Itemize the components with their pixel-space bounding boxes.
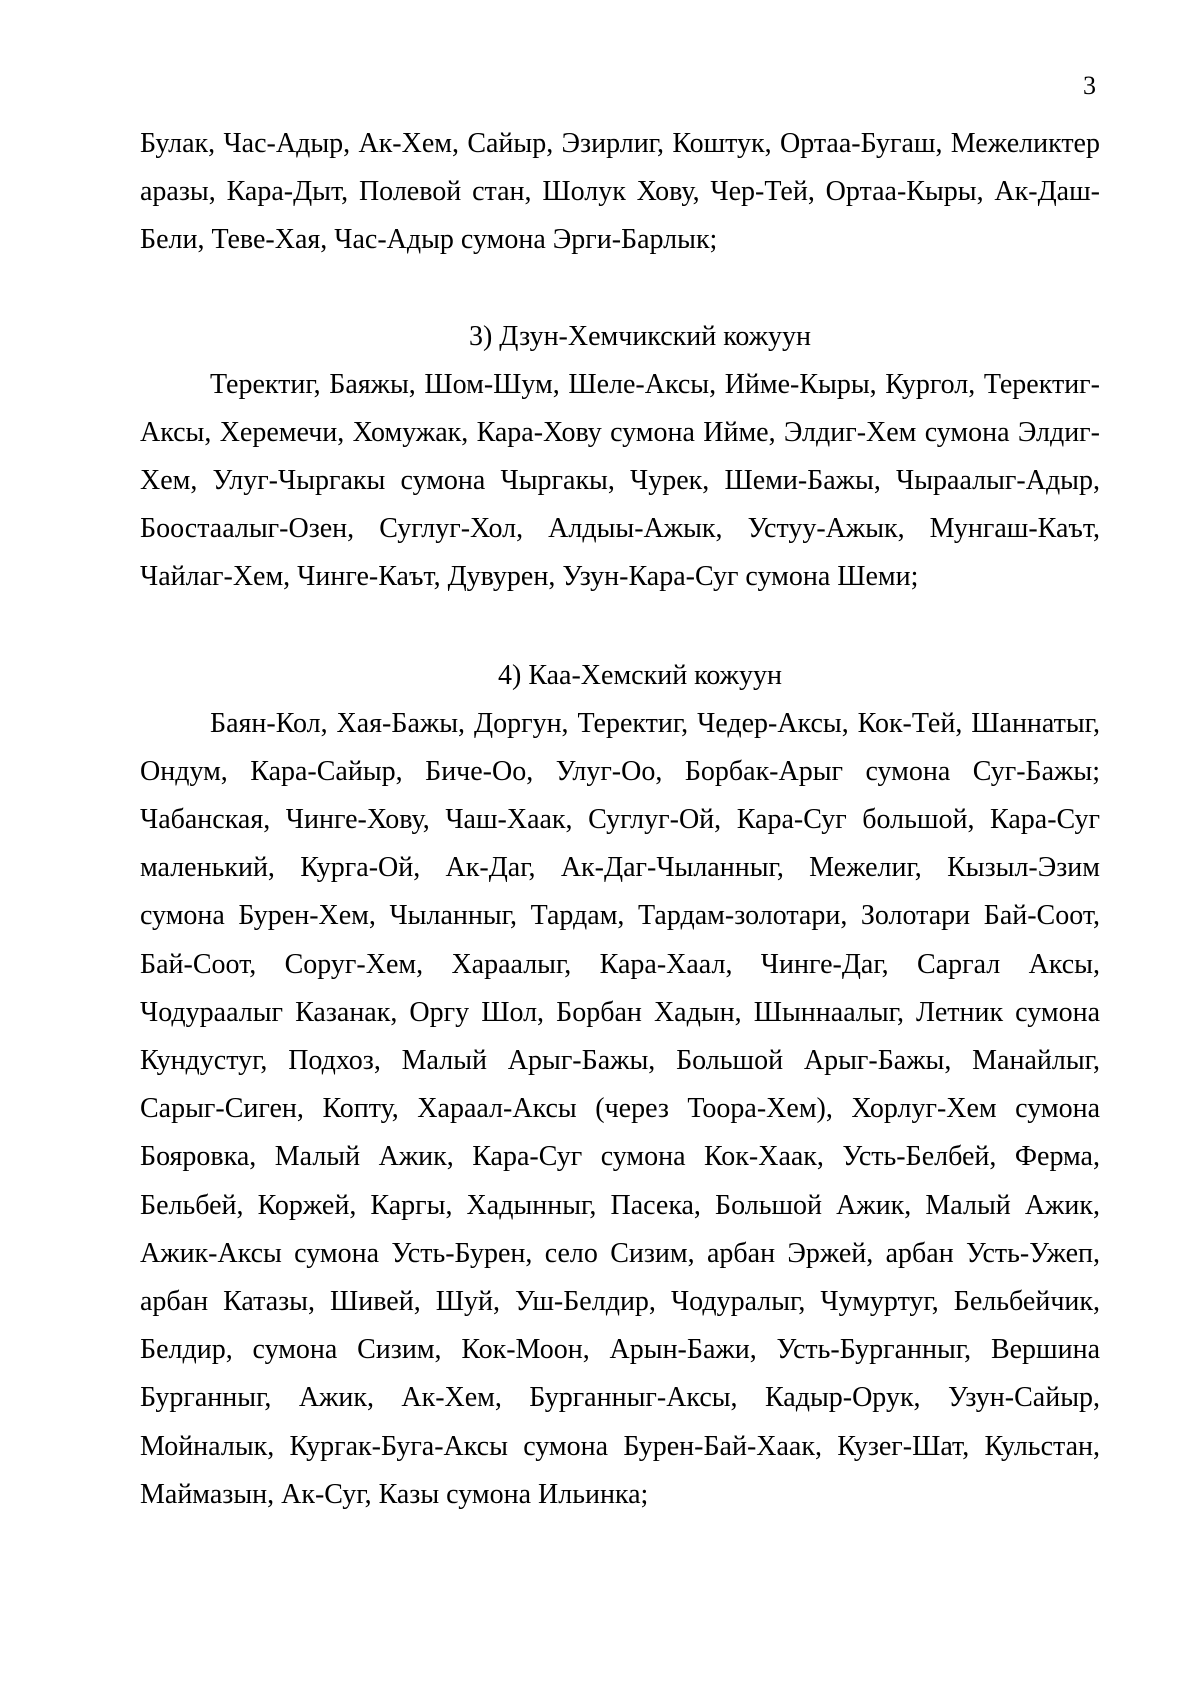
section-paragraph: Баян-Кол, Хая-Бажы, Доргун, Теректиг, Чедер-Аксы, Кок-Тей, Шаннатыг, Ондум, Кара-Сайыр, Биче-Оо, Улуг-Оо, Борбак-Арыг сумона Суг-Бажы; Чабанская, Чинге-Хову, Чаш-Хаак, Суглуг-Ой, Кара-Суг большой, Кара-Суг маленький, Курга-Ой, Ак-Даг, Ак-Даг-Чыланныг, Межелиг, Кызыл-Эзим сумона Бурен-Хем, Чыланныг, Тардам, Тардам-золотари, Золотари Бай-Соот, Бай-Соот, Соруг-Хем, Хараалыг, Кара-Хаал, Чинге-Даг, Саргал Аксы, Чодураалыг Казанак, Оргу Шол, Борбан Хадын, Шыннаалыг, Летник сумона Кундустуг, Подхоз, Малый Арыг-Бажы, Большой Арыг-Бажы, Манайлыг, Сарыг-Сиген, Копту, Хараал-Аксы (через Тоора-Хем), Хорлуг-Хем сумона Бояровка, Малый Ажик, Кара-Суг сумона Кок-Хаак, Усть-Белбей, Ферма, Бельбей, Коржей, Каргы, Хадынныг, Пасека, Большой Ажик, Малый Ажик, Ажик-Аксы сумона Усть-Бурен, село Сизим, арбан Эржей, арбан Усть-Ужеп, арбан Катазы, Шивей, Шуй, Уш-Белдир, Чодуралыг, Чумуртуг, Бельбейчик, Белдир, сумона Сизим, Кок-Моон, Арын-Бажи, Усть-Бурганныг, Вершина Бурганныг, Ажик, Ак-Хем, Бурганныг-Аксы, Кадыр-Орук, Узун-Сайыр, Мойналык, Кургак-Буга-Аксы сумона Бурен-Бай-Хаак, Кузег-Шат, Кульстан, Маймазын, Ак-Суг, Казы сумона Ильинка; bbox=[140, 707, 1100, 1510]
document-body bbox=[140, 120, 1100, 1519]
section-dzun-khemchik bbox=[140, 313, 1100, 602]
section-heading: 3) Дзун-Хемчикский кожуун bbox=[468, 320, 812, 352]
intro-paragraph: Булак, Час-Адыр, Ак-Хем, Сайыр, Эзирлиг, Коштук, Ортаа-Бугаш, Межеликтер аразы, Кара-Дыт, Полевой стан, Шолук Хову, Чер-Тей, Ортаа-Кыры, Ак-Даш-Бели, Теве-Хая, Час-Адыр сумона Эрги-Барлык; bbox=[140, 128, 1100, 256]
section-paragraph: Теректиг, Баяжы, Шом-Шум, Шеле-Аксы, Ийме-Кыры, Кургол, Теректиг-Аксы, Херемечи, Хомужак, Кара-Хову сумона Ийме, Элдиг-Хем сумона Элдиг-Хем, Улуг-Чыргакы сумона Чыргакы, Чурек, Шеми-Бажы, Чыраалыг-Адыр, Боостаалыг-Озен, Суглуг-Хол, Алдыы-Ажык, Устуу-Ажык, Мунгаш-Каът, Чайлаг-Хем, Чинге-Каът, Дувурен, Узун-Кара-Суг сумона Шеми; bbox=[140, 368, 1100, 593]
section-heading: 4) Каа-Хемский кожуун bbox=[498, 659, 782, 691]
section-kaa-khem bbox=[140, 652, 1100, 1519]
page-number: 3 bbox=[1083, 71, 1096, 100]
